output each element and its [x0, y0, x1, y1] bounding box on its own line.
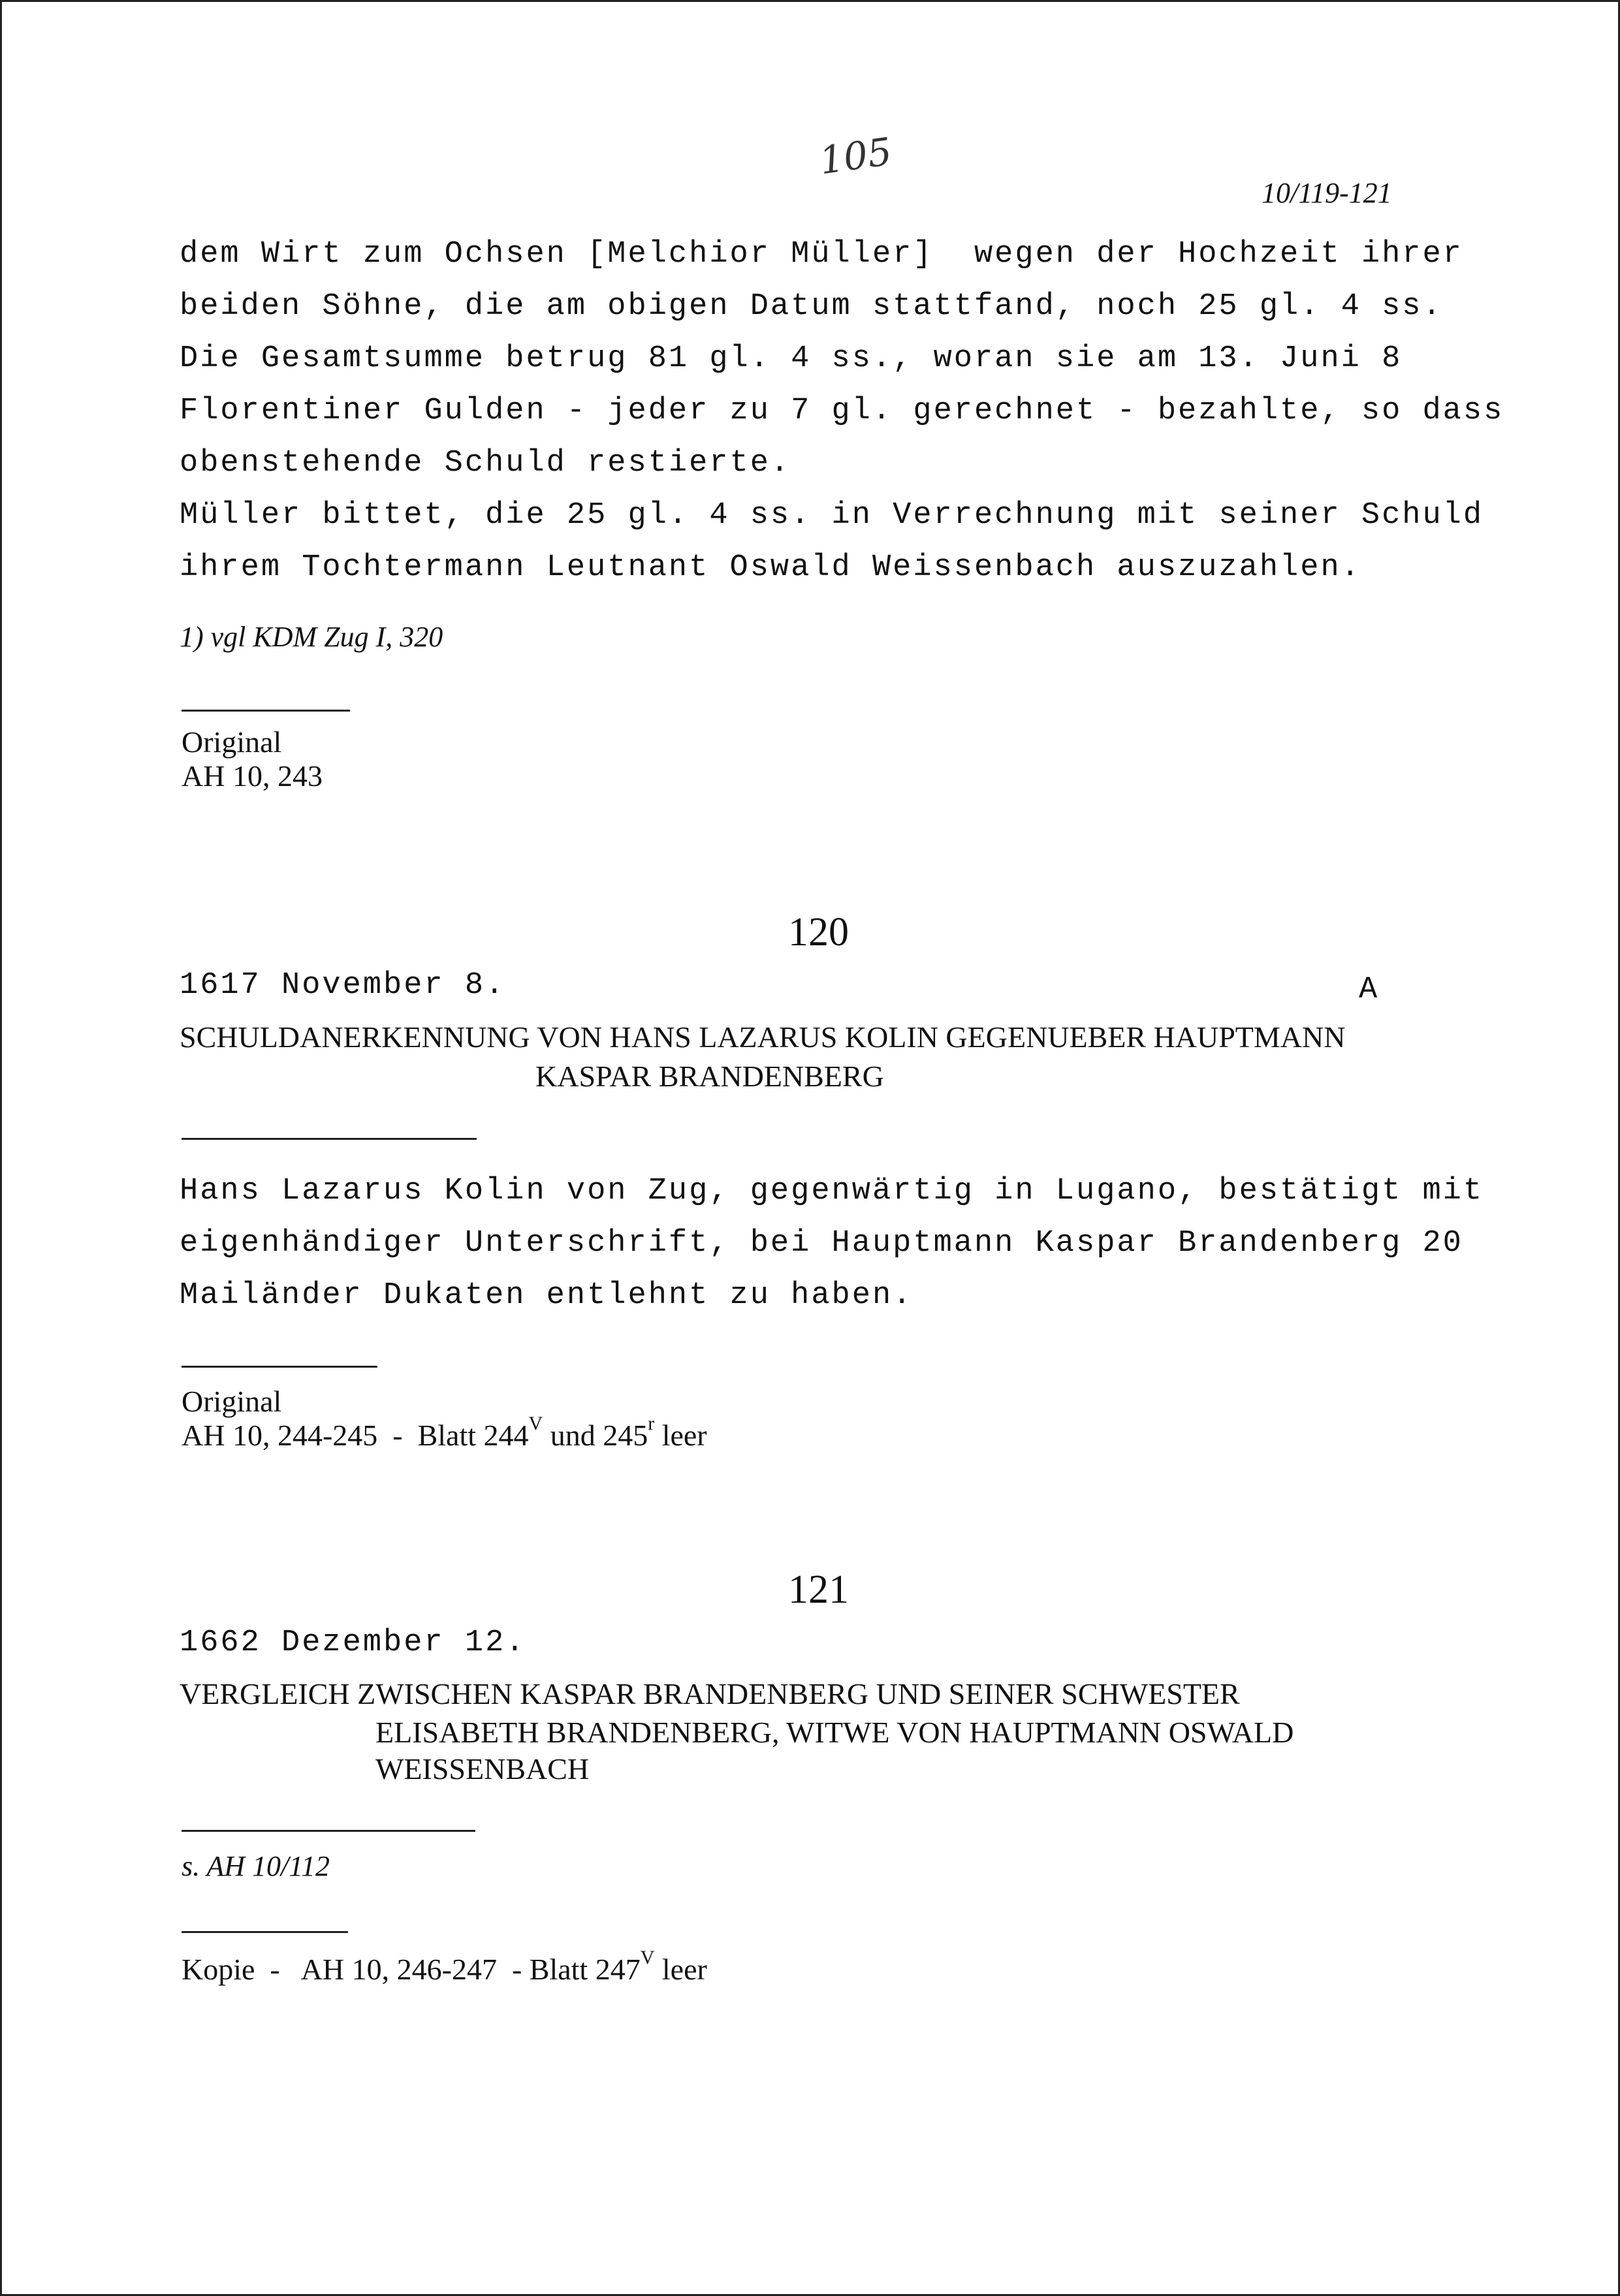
see-reference: s. AH 10/112 — [182, 1850, 330, 1882]
text-line: Hans Lazarus Kolin von Zug, gegenwärtig in Lugano, bestätigt mit — [180, 1174, 1484, 1208]
entry-title-cont: KASPAR BRANDENBERG — [535, 1060, 884, 1093]
entry-number: 120 — [788, 910, 849, 954]
page-reference: 10/119-121 — [1262, 177, 1392, 209]
divider — [182, 1931, 348, 1933]
text-line: obenstehende Schuld restierte. — [180, 446, 791, 480]
text-line: Florentiner Gulden - jeder zu 7 gl. gerechnet - bezahlte, so dass — [180, 394, 1504, 428]
entry-number: 121 — [788, 1567, 849, 1612]
text-line: ihrem Tochtermann Leutnant Oswald Weissenbach auszuzahlen. — [180, 550, 1361, 585]
text-line: beiden Söhne, die am obigen Datum stattfand, noch 25 gl. 4 ss. — [180, 289, 1443, 324]
divider — [182, 1138, 477, 1140]
text-line: Die Gesamtsumme betrug 81 gl. 4 ss., woran sie am 13. Juni 8 — [180, 341, 1403, 376]
divider — [182, 1830, 475, 1832]
handwritten-page-number: 105 — [816, 129, 895, 183]
text-line: Mailänder Dukaten entlehnt zu haben. — [180, 1278, 913, 1313]
text-line: dem Wirt zum Ochsen [Melchior Müller] wegen der Hochzeit ihrer — [180, 237, 1463, 272]
footnote: 1) vgl KDM Zug I, 320 — [180, 621, 443, 653]
source-ref: AH 10, 243 — [182, 759, 323, 793]
entry-title: SCHULDANERKENNUNG VON HANS LAZARUS KOLIN GEGENUEBER HAUPTMANN — [180, 1020, 1346, 1054]
divider — [182, 1366, 377, 1368]
source-label: Original — [182, 1385, 282, 1418]
entry-title: VERGLEICH ZWISCHEN KASPAR BRANDENBERG UND SEINER SCHWESTER — [180, 1677, 1240, 1710]
entry-date: 1662 Dezember 12. — [180, 1626, 526, 1660]
text-line: eigenhändiger Unterschrift, bei Hauptmann Kaspar Brandenberg 20 — [180, 1226, 1463, 1261]
entry-letter: A — [1359, 973, 1380, 1007]
divider — [182, 710, 350, 712]
source-label: Original — [182, 725, 282, 759]
copy-ref: Kopie - AH 10, 246-247 - Blatt $247^V$ leer — [182, 1947, 707, 1986]
source-ref: AH 10, 244-245 - Blatt $244^V$ und 245$^r$ leer — [182, 1413, 707, 1452]
entry-title-cont: WEISSENBACH — [375, 1752, 590, 1785]
text-line: Müller bittet, die 25 gl. 4 ss. in Verrechnung mit seiner Schuld — [180, 498, 1484, 533]
entry-title-cont: ELISABETH BRANDENBERG, WITWE VON HAUPTMANN OSWALD — [375, 1716, 1294, 1749]
entry-date: 1617 November 8. — [180, 968, 506, 1003]
